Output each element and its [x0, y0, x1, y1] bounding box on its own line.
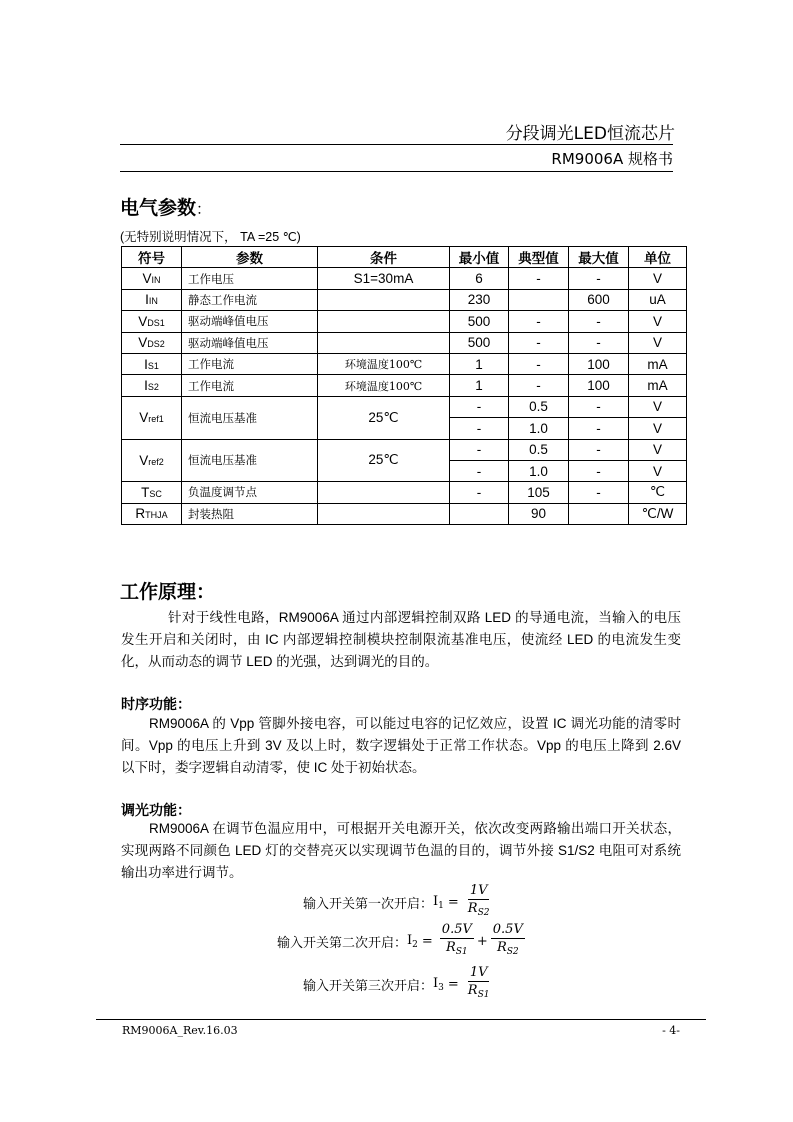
- formula-second-switch: [277, 922, 528, 960]
- header-divider-top: [120, 144, 673, 145]
- col-header-condition: 条件: [318, 247, 450, 268]
- parameter-cell: 工作电压: [182, 268, 318, 289]
- min-cell: 6: [450, 268, 509, 289]
- typ-cell: [509, 289, 569, 310]
- parameter-cell: 封装热阻: [182, 503, 318, 524]
- typ-cell: 1.0: [509, 460, 569, 481]
- page-number: - 4-: [662, 1024, 680, 1037]
- symbol-cell: VDS1: [122, 311, 182, 332]
- unit-cell: V: [629, 439, 687, 460]
- col-header-typ: 典型值: [509, 247, 569, 268]
- unit-cell: V: [629, 460, 687, 481]
- table-row-tsc: [122, 482, 687, 503]
- parameter-cell: 工作电流: [182, 353, 318, 374]
- min-cell: [450, 503, 509, 524]
- document-title: 分段调光LED恒流芯片: [505, 124, 675, 144]
- table-row-vref2: [122, 439, 687, 460]
- symbol-cell: Vref2: [122, 439, 182, 482]
- parameter-cell: 恒流电压基准: [182, 439, 318, 482]
- max-cell: -: [569, 396, 629, 417]
- timing-paragraph: RM9006A 的 Vpp 管脚外接电容，可以能过电容的记忆效应，设置 IC 调光功能的清零时间。Vpp 的电压上升到 3V 及以上时，数字逻辑处于正常工作状态。Vpp 的电压上降到 2.6V 以下时，娄字逻辑自动清零，使 IC 处于初始状态。: [121, 716, 681, 775]
- max-cell: -: [569, 418, 629, 439]
- max-cell: 100: [569, 375, 629, 396]
- col-header-symbol: 符号: [122, 247, 182, 268]
- unit-cell: V: [629, 396, 687, 417]
- formula-label: 输入开关第三次开启：: [303, 978, 434, 994]
- condition-cell: 环境温度100℃: [318, 375, 450, 396]
- min-cell: -: [450, 418, 509, 439]
- typ-cell: 0.5: [509, 396, 569, 417]
- unit-cell: mA: [629, 353, 687, 374]
- typ-cell: -: [509, 375, 569, 396]
- typ-cell: 90: [509, 503, 569, 524]
- typ-cell: -: [509, 268, 569, 289]
- max-cell: 100: [569, 353, 629, 374]
- fraction: [440, 922, 474, 960]
- min-cell: -: [450, 460, 509, 481]
- typ-cell: -: [509, 353, 569, 374]
- typ-cell: 1.0: [509, 418, 569, 439]
- parameter-cell: 负温度调节点: [182, 482, 318, 503]
- max-cell: [569, 503, 629, 524]
- symbol-cell: RTHJA: [122, 503, 182, 524]
- electrical-parameters-table: [121, 246, 687, 525]
- numerator: 0.5V: [441, 922, 472, 937]
- dimming-paragraph: RM9006A 在调节色温应用中，可根据开关电源开关，依次改变两路输出端口开关状态，实现两路不同颜色 LED 灯的交替亮灭以实现调节色温的目的，调节外接 S1/S2 电阻可对系统输出功率进行调节。: [121, 821, 681, 880]
- condition-cell: 25℃: [318, 439, 450, 482]
- table-row: [122, 332, 687, 353]
- condition-cell: [318, 482, 450, 503]
- min-cell: -: [450, 439, 509, 460]
- condition-cell: S1=30mA: [318, 268, 450, 289]
- min-cell: -: [450, 482, 509, 503]
- symbol-cell: IS1: [122, 353, 182, 374]
- table-row: [122, 375, 687, 396]
- unit-cell: ℃: [629, 482, 687, 503]
- table-row: [122, 268, 687, 289]
- equals-sign: =: [421, 933, 433, 949]
- unit-cell: V: [629, 268, 687, 289]
- min-cell: 1: [450, 375, 509, 396]
- table-row: [122, 289, 687, 310]
- condition-cell: 环境温度100℃: [318, 353, 450, 374]
- current-symbol: $I_2$: [407, 932, 418, 950]
- timing-heading: 时序功能：: [121, 697, 191, 713]
- col-header-max: 最大值: [569, 247, 629, 268]
- electrical-heading-colon: ：: [196, 200, 212, 218]
- typ-cell: 0.5: [509, 439, 569, 460]
- symbol-cell: VIN: [122, 268, 182, 289]
- equals-sign: =: [447, 976, 459, 992]
- formula-label: 输入开关第一次开启：: [303, 896, 434, 912]
- min-cell: 230: [450, 289, 509, 310]
- condition-cell: [318, 289, 450, 310]
- numerator: 1V: [469, 965, 488, 980]
- parameter-cell: 驱动端峰值电压: [182, 311, 318, 332]
- parameter-cell: 工作电流: [182, 375, 318, 396]
- max-cell: 600: [569, 289, 629, 310]
- current-symbol: $I_1$: [433, 893, 444, 911]
- col-header-parameter: 参数: [182, 247, 318, 268]
- unit-cell: V: [629, 332, 687, 353]
- typ-cell: 105: [509, 482, 569, 503]
- symbol-cell: VDS2: [122, 332, 182, 353]
- max-cell: -: [569, 268, 629, 289]
- footer-revision: RM9006A_Rev.16.03: [122, 1024, 238, 1037]
- unit-cell: ℃/W: [629, 503, 687, 524]
- max-cell: -: [569, 332, 629, 353]
- header-divider-bottom: [120, 171, 673, 172]
- unit-cell: V: [629, 311, 687, 332]
- typ-cell: -: [509, 332, 569, 353]
- table-row-vref1: [122, 396, 687, 417]
- dimming-heading: 调光功能：: [121, 803, 191, 819]
- denominator: $R_{S2}$: [496, 940, 519, 957]
- unit-cell: V: [629, 418, 687, 439]
- parameter-cell: 静态工作电流: [182, 289, 318, 310]
- condition-cell: [318, 332, 450, 353]
- table-header-row: [122, 247, 687, 268]
- max-cell: -: [569, 439, 629, 460]
- table-row: [122, 311, 687, 332]
- min-cell: -: [450, 396, 509, 417]
- footer-divider: [96, 1019, 706, 1020]
- min-cell: 1: [450, 353, 509, 374]
- col-header-min: 最小值: [450, 247, 509, 268]
- symbol-cell: IS2: [122, 375, 182, 396]
- min-cell: 500: [450, 311, 509, 332]
- condition-cell: [318, 311, 450, 332]
- symbol-cell: TSC: [122, 482, 182, 503]
- typ-cell: -: [509, 311, 569, 332]
- electrical-heading-text: 电气参数: [120, 197, 197, 219]
- col-header-unit: 单位: [629, 247, 687, 268]
- plus-sign: +: [476, 933, 488, 949]
- unit-cell: uA: [629, 289, 687, 310]
- table-row: [122, 353, 687, 374]
- numerator: 1V: [469, 883, 488, 898]
- max-cell: -: [569, 460, 629, 481]
- max-cell: -: [569, 311, 629, 332]
- parameter-cell: 驱动端峰值电压: [182, 332, 318, 353]
- denominator: $R_{S1}$: [445, 940, 468, 957]
- formula-first-switch: [303, 883, 495, 921]
- unit-cell: mA: [629, 375, 687, 396]
- symbol-cell: Vref1: [122, 396, 182, 439]
- principle-heading: 工作原理：: [120, 581, 216, 603]
- electrical-heading: [120, 193, 211, 220]
- fraction: [491, 922, 525, 960]
- condition-cell: [318, 503, 450, 524]
- denominator: $R_{S2}$: [467, 901, 490, 918]
- min-cell: 500: [450, 332, 509, 353]
- formula-third-switch: [303, 965, 495, 1003]
- current-symbol: $I_3$: [433, 975, 444, 993]
- conditions-note: (无特别说明情况下， TA =25 ℃): [120, 230, 301, 244]
- denominator: $R_{S1}$: [467, 983, 490, 1000]
- numerator: 0.5V: [492, 922, 523, 937]
- max-cell: -: [569, 482, 629, 503]
- formula-label: 输入开关第二次开启：: [277, 935, 408, 951]
- fraction: [466, 883, 492, 921]
- condition-cell: 25℃: [318, 396, 450, 439]
- table-row-rthja: [122, 503, 687, 524]
- parameter-cell: 恒流电压基准: [182, 396, 318, 439]
- fraction: [466, 965, 492, 1003]
- equals-sign: =: [447, 894, 459, 910]
- document-subtitle: RM9006A 规格书: [551, 150, 673, 168]
- symbol-cell: IIN: [122, 289, 182, 310]
- principle-paragraph: 针对于线性电路，RM9006A 通过内部逻辑控制双路 LED 的导通电流，当输入的电压发生开启和关闭时，由 IC 内部逻辑控制模块控制限流基准电压，使流经 LED 的电流发生变化，从而动态的调节 LED 的光强，达到调光的目的。: [121, 610, 681, 669]
